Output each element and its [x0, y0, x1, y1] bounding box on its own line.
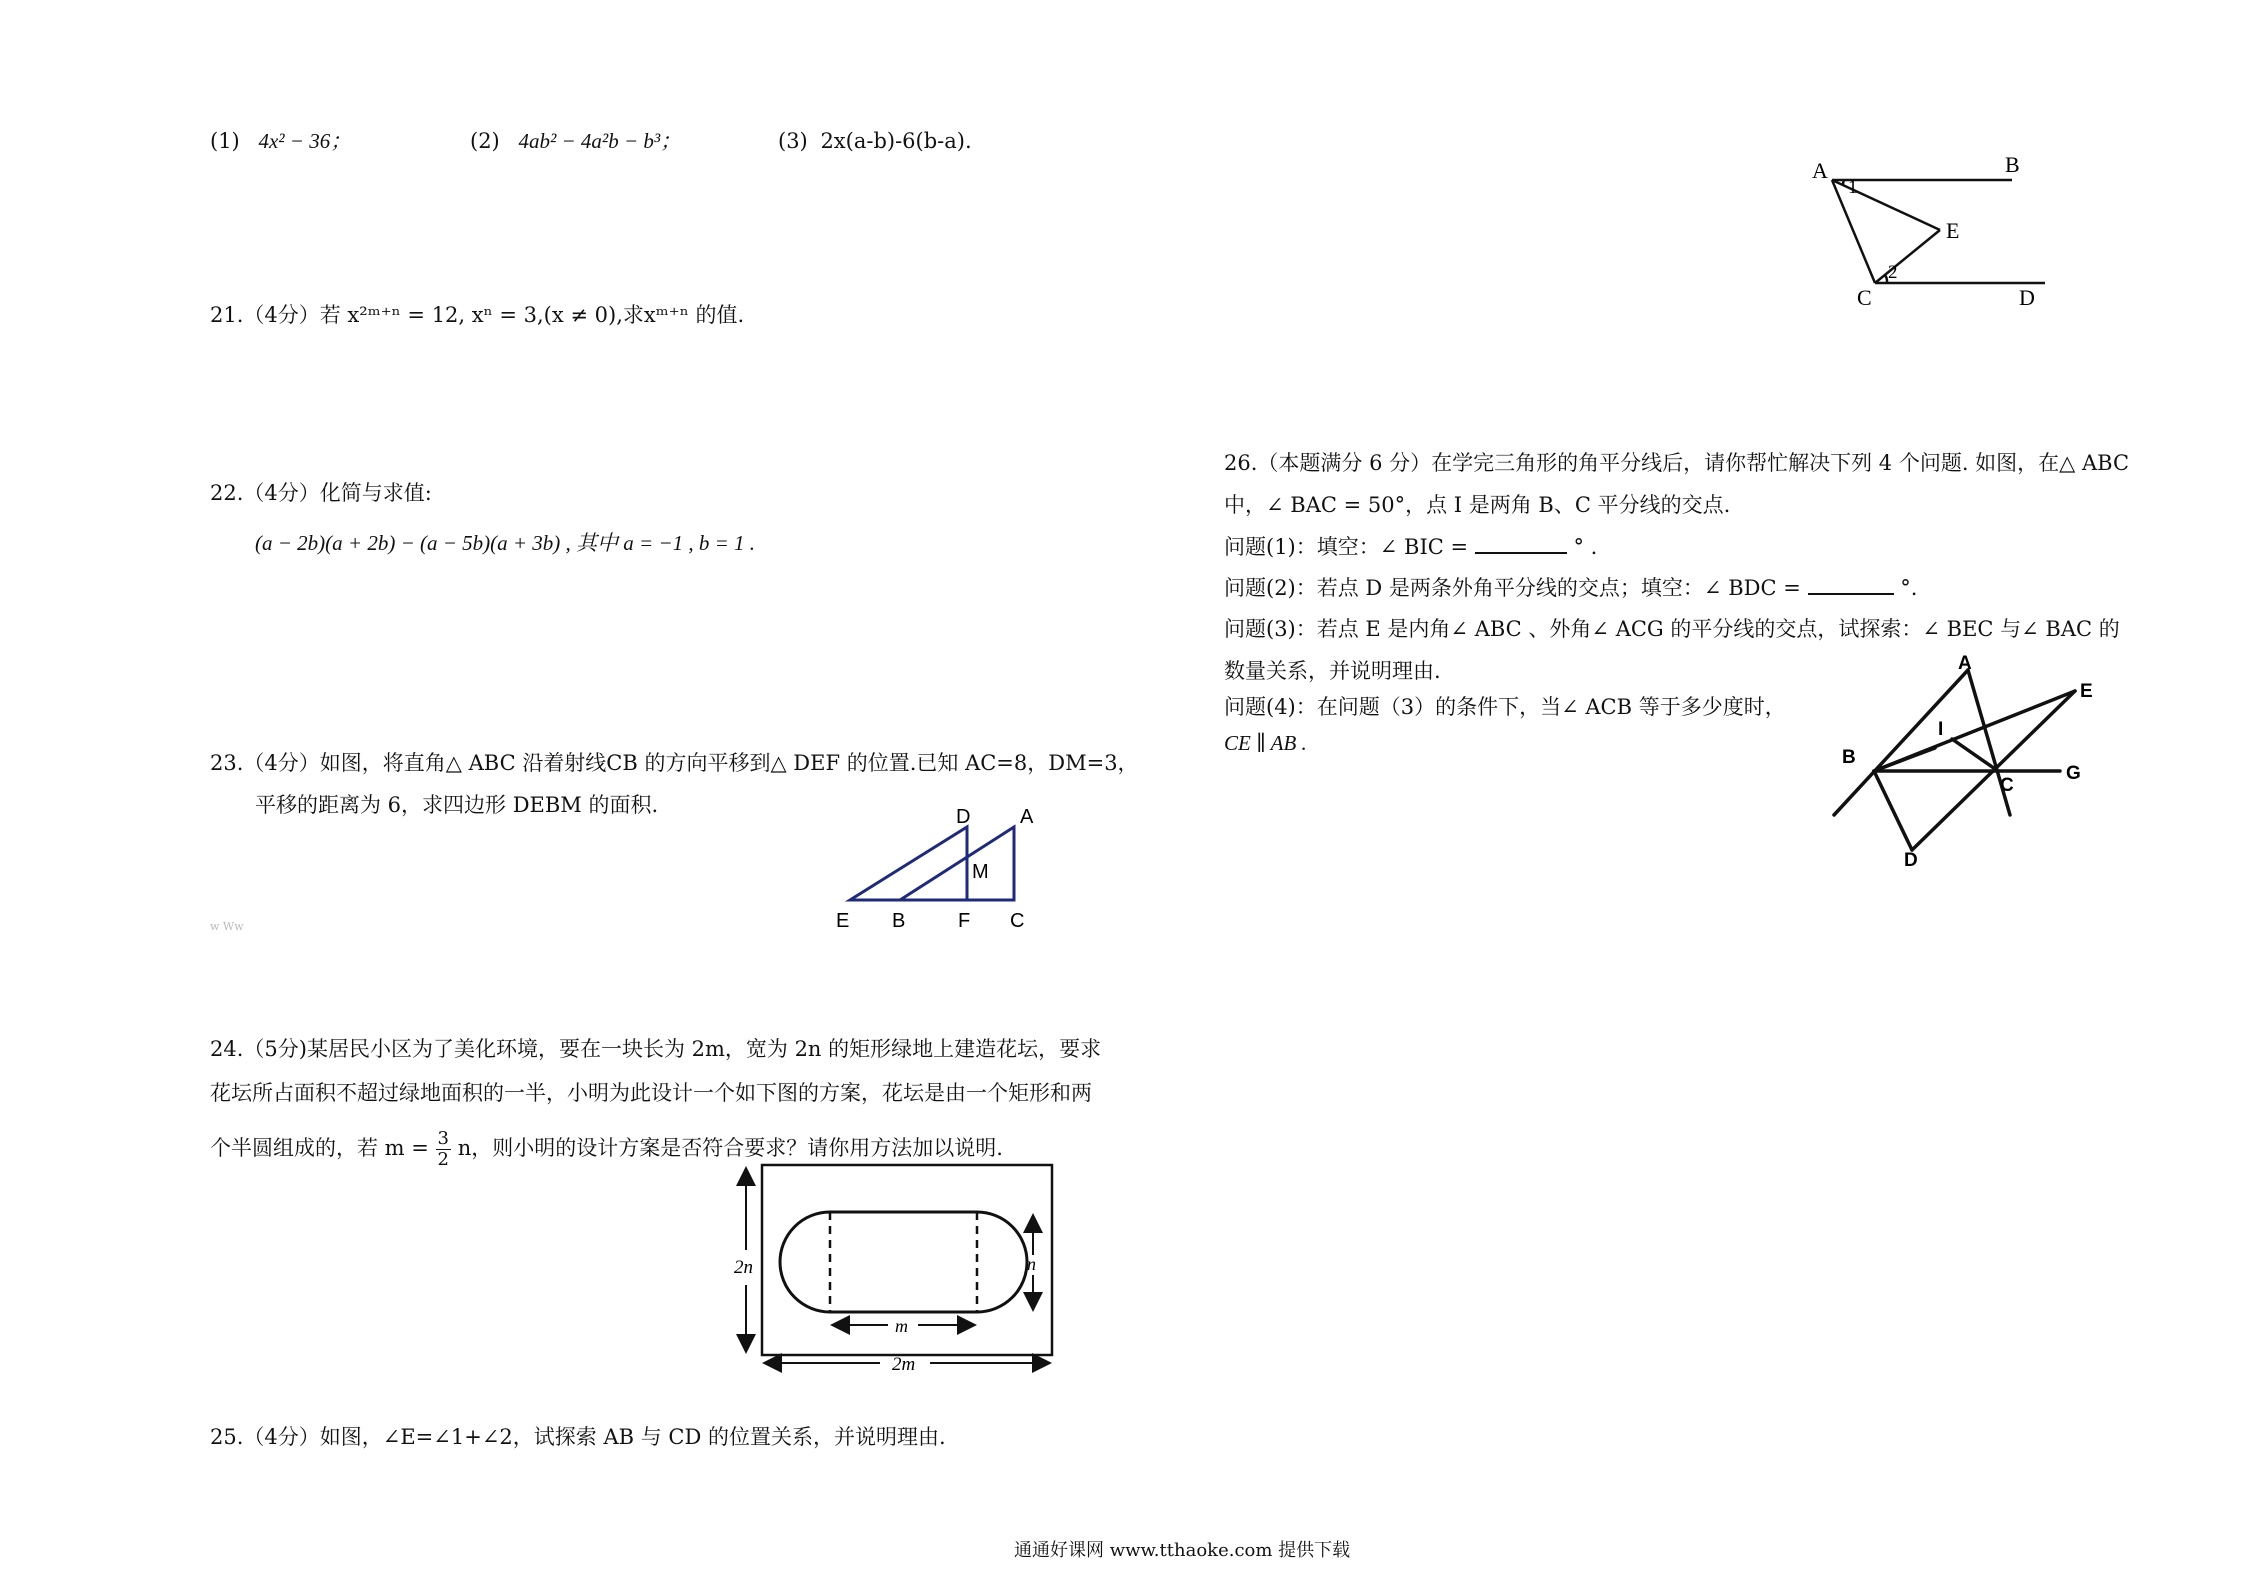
label-a: A [1812, 158, 1828, 183]
text-segment: n，则小明的设计方案是否符合要求？请你用方法加以说明. [457, 1136, 1003, 1160]
question-23-line2: 平移的距离为 6，求四边形 DEBM 的面积. [255, 793, 659, 817]
label-c: C [1010, 910, 1025, 932]
triangle-abc [900, 827, 1014, 900]
label-2n: 2n [734, 1257, 753, 1278]
question-26-problem3-cont: 数量关系，并说明理由. [1224, 659, 1441, 683]
label-g: G [2066, 763, 2081, 784]
label-a: A [1958, 653, 1972, 674]
question-22-title: 22.（4分）化简与求值: [210, 481, 432, 505]
label-e: E [836, 910, 850, 932]
angle-1-arc [1843, 180, 1844, 185]
q23-figure [830, 805, 1060, 935]
segment-ec [1875, 230, 1940, 283]
label-b: B [2005, 152, 2020, 177]
label-a: A [1020, 806, 1034, 828]
fraction-numerator: 3 [437, 1128, 449, 1149]
text-segment: 问题(2)：若点 D 是两条外角平分线的交点；填空：∠ BDC = [1224, 576, 1801, 600]
item-expression: 2x(a-b)-6(b-a). [820, 129, 972, 153]
fraction-denominator: 2 [437, 1149, 449, 1170]
label-i: I [1938, 719, 1944, 740]
item-label: (2) [470, 129, 500, 153]
question-26-problem4-cont: CE ∥ AB . [1224, 731, 1307, 755]
p20-item-1 [210, 126, 351, 156]
q26-figure [1820, 655, 2100, 870]
footer-credit: 通通好课网 www.tthaoke.com 提供下载 [1014, 1540, 1351, 1561]
text-segment: °. [1900, 576, 1918, 600]
question-26-line1: 26.（本题满分 6 分）在学完三角形的角平分线后，请你帮忙解决下列 4 个问题. 如图，在△ ABC [1224, 451, 2130, 475]
question-26-line2: 中，∠ BAC = 50°，点 I 是两角 B、C 平分线的交点. [1224, 493, 1731, 517]
fraction [436, 1129, 451, 1170]
label-m: m [895, 1316, 908, 1336]
label-f: F [958, 910, 971, 932]
text-segment: 个半圆组成的，若 m = [210, 1136, 429, 1160]
label-d: D [2019, 285, 2035, 310]
answer-blank-2[interactable] [1808, 573, 1894, 595]
item-label: (1) [210, 129, 240, 153]
label-e: E [2080, 681, 2093, 702]
text-segment: 问题(1)：填空：∠ BIC = [1224, 535, 1469, 559]
q25-figure [1800, 150, 2060, 310]
item-expression: 4x² − 36； [258, 129, 352, 153]
p20-item-2 [470, 126, 681, 156]
q24-figure [730, 1160, 1070, 1380]
item-label: (3) [778, 129, 808, 153]
question-25: 25.（4分）如图，∠E=∠1+∠2，试探索 AB 与 CD 的位置关系，并说明理由. [210, 1425, 946, 1449]
label-1: 1 [1848, 177, 1858, 198]
faint-mark: w Ww [210, 920, 244, 933]
label-n: n [1027, 1254, 1036, 1274]
triangle-def [850, 827, 967, 900]
p20-item-3 [778, 126, 972, 156]
question-26-problem3: 问题(3)：若点 E 是内角∠ ABC 、外角∠ ACG 的平分线的交点，试探索：∠ BEC 与∠ BAC 的 [1224, 617, 2120, 641]
answer-blank-1[interactable] [1475, 532, 1567, 554]
question-23-line1: 23.（4分）如图，将直角△ ABC 沿着射线CB 的方向平移到△ DEF 的位置.已知 AC=8，DM=3， [210, 751, 1139, 775]
label-b: B [892, 910, 906, 932]
label-c: C [1857, 285, 1872, 310]
question-26-problem4: 问题(4)：在问题（3）的条件下，当∠ ACB 等于多少度时， [1224, 695, 1786, 719]
label-2m: 2m [892, 1354, 916, 1375]
question-22-expression: (a − 2b)(a + 2b) − (a − 5b)(a + 3b) , 其中 a = −1 , b = 1 . [255, 531, 756, 555]
label-d: D [1904, 850, 1918, 871]
question-26-problem1 [1224, 532, 1597, 562]
question-24-line1: 24.（5分)某居民小区为了美化环境，要在一块长为 2m，宽为 2n 的矩形绿地上建造花坛，要求 [210, 1037, 1102, 1061]
label-c: C [2000, 775, 2014, 796]
question-24-line2: 花坛所占面积不超过绿地面积的一半，小明为此设计一个如下图的方案，花坛是由一个矩形和两 [210, 1081, 1092, 1105]
question-26-problem2 [1224, 573, 1917, 603]
label-2: 2 [1888, 262, 1898, 283]
text-segment: ° . [1573, 535, 1598, 559]
label-d: D [956, 806, 971, 828]
question-21: 21.（4分）若 x²ᵐ⁺ⁿ = 12, xⁿ = 3,(x ≠ 0),求xᵐ⁺ⁿ 的值. [210, 303, 745, 327]
line-bd [1874, 771, 1912, 850]
item-expression: 4ab² − 4a²b − b³； [518, 129, 682, 153]
label-e: E [1946, 218, 1960, 243]
flower-bed-shape [780, 1212, 1027, 1312]
label-m: M [972, 861, 989, 883]
label-b: B [1842, 747, 1856, 768]
